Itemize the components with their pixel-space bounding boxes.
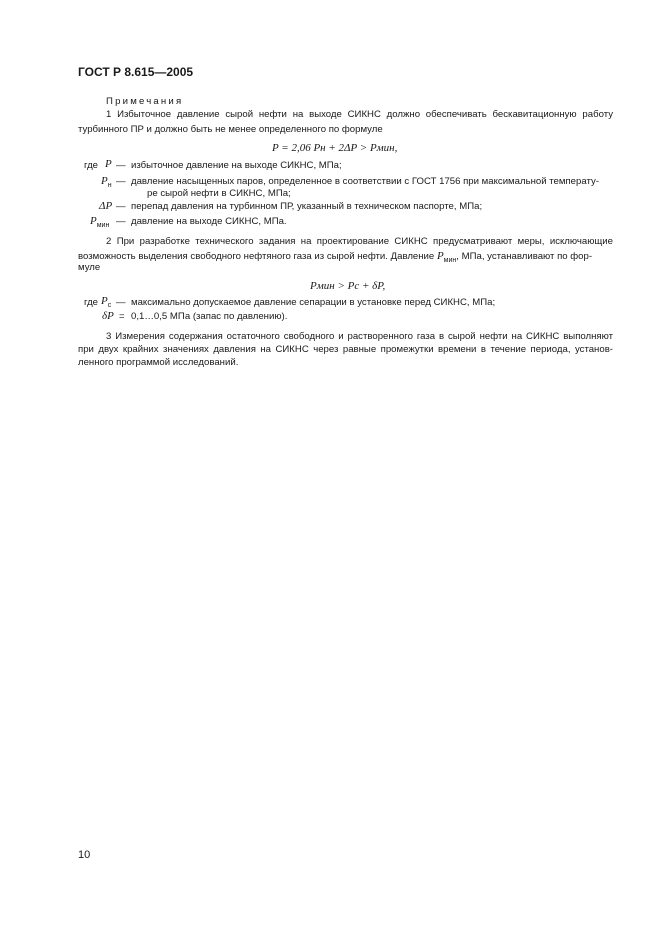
formula-1: P = 2,06 Pн + 2ΔP > Pмин, xyxy=(272,142,398,154)
note3-line1: 3 Измерения содержания остаточного свободного и растворенного газа в сырой нефти на СИКНС выполняют xyxy=(106,331,613,342)
def-text-pmin: давление на выходе СИКНС, МПа. xyxy=(131,216,287,227)
def-dash: — xyxy=(116,297,126,308)
def-symbol-delta-small-p: δP xyxy=(102,310,114,322)
note1-line1: 1 Избыточное давление сырой нефти на выходе СИКНС должно обеспечивать бескавитационную работу xyxy=(106,109,613,120)
def-text-delta-small-p: 0,1…0,5 МПа (запас по давлению). xyxy=(131,311,288,322)
where-label: где xyxy=(84,297,99,308)
note2-line3: муле xyxy=(78,262,101,273)
def-dash: — xyxy=(116,176,126,187)
note3-line2: при двух крайних значениях давления на СИКНС через равные промежутки времени в течение периода, установ- xyxy=(78,344,613,355)
def-dash: — xyxy=(116,216,126,227)
def-symbol-p: P xyxy=(105,158,112,170)
note2-line2: возможность выделения свободного нефтяного газа из сырой нефти. Давление $P_{мин}$, МПа, устанавливают по фор- xyxy=(78,250,593,264)
def-symbol-delta-p: ΔP xyxy=(99,200,113,212)
note1-line2: турбинного ПР и должно быть не менее определенного по формуле xyxy=(78,124,383,135)
def-text-delta-p: перепад давления на турбинном ПР, указанный в техническом паспорте, МПа; xyxy=(131,201,483,212)
notes-heading: Примечания xyxy=(106,96,184,107)
def-symbol-pc: $P_с$ xyxy=(101,295,112,310)
page-number: 10 xyxy=(78,849,91,861)
def-text-p: избыточное давление на выходе СИКНС, МПа; xyxy=(131,160,342,171)
def-symbol-pmin: $P_{мин}$ xyxy=(90,215,110,230)
def-text-pc: максимально допускаемое давление сепарации в установке перед СИКНС, МПа; xyxy=(131,297,496,308)
def-symbol-pn: $P_н$ xyxy=(101,175,112,190)
def-text-pn-cont: ре сырой нефти в СИКНС, МПа; xyxy=(147,188,291,199)
def-dash: — xyxy=(116,201,126,212)
note2-line1: 2 При разработке технического задания на проектирование СИКНС предусматривают меры, исключающие xyxy=(106,236,613,247)
note3-line3: ленного программой исследований. xyxy=(78,357,239,368)
formula-2: Pмин > Pс + δP, xyxy=(310,280,386,292)
where-label: где xyxy=(84,160,99,171)
def-equals: = xyxy=(119,311,125,322)
document-header: ГОСТ Р 8.615—2005 xyxy=(78,65,194,79)
def-text-pn: давление насыщенных паров, определенное в соответствии с ГОСТ 1756 при максимальной температу- xyxy=(131,176,599,187)
def-dash: — xyxy=(116,160,126,171)
